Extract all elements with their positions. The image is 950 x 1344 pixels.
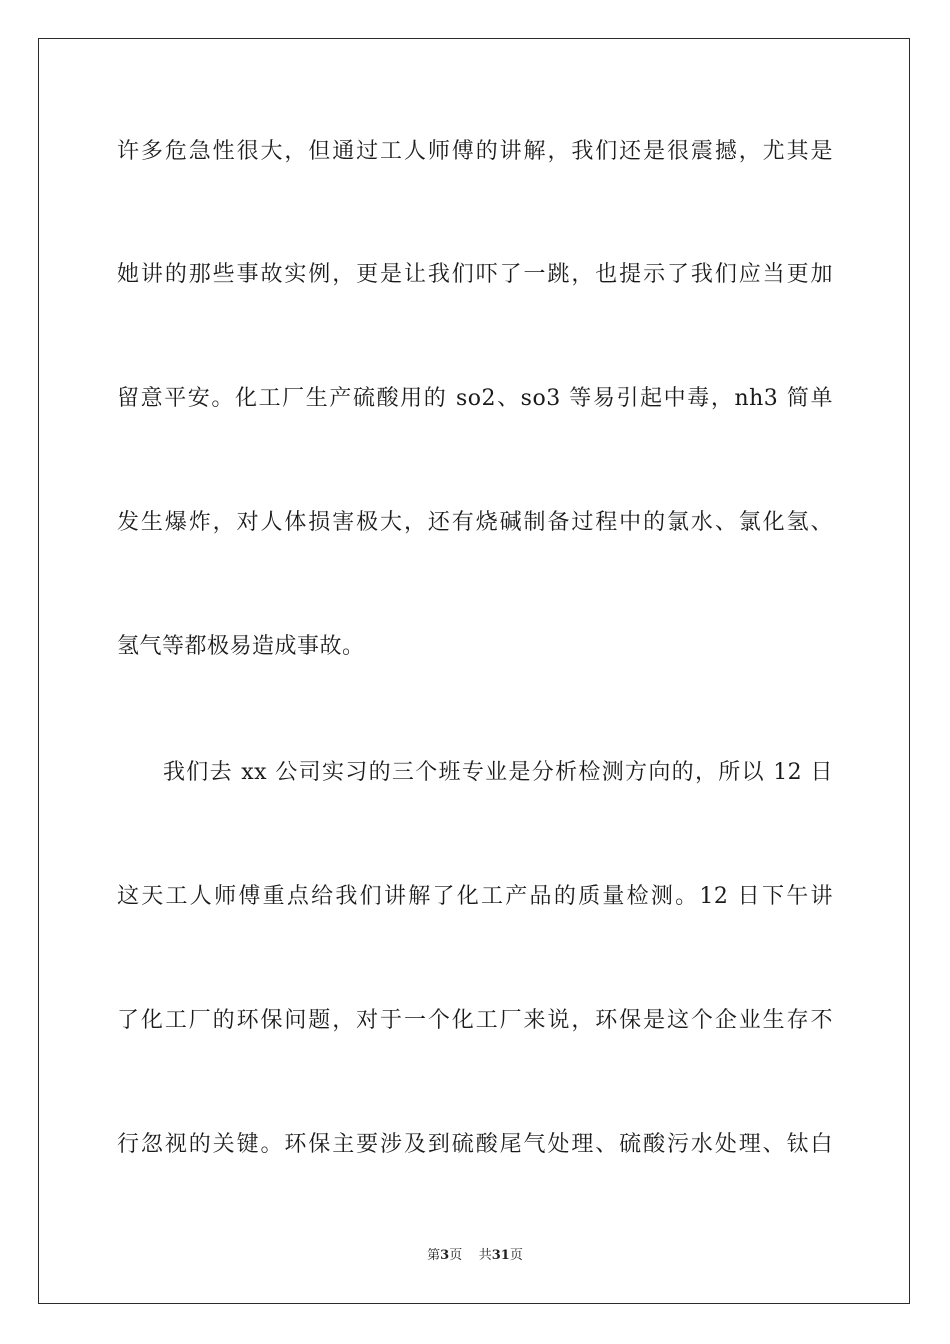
- footer-total-suffix: 页: [509, 1248, 523, 1263]
- paragraph-first-line: 我们去 xx 公司实习的三个班专业是分析检测方向的，所以 12 日: [163, 760, 833, 785]
- footer-page-suffix: 页: [449, 1248, 463, 1263]
- body-text-line: 行忽视的关键。环保主要涉及到硫酸尾气处理、硫酸污水处理、钛白: [117, 1132, 833, 1157]
- body-text-line: 氢气等都极易造成事故。: [117, 634, 365, 659]
- footer-page-number: 3: [440, 1248, 450, 1263]
- body-text-line: 了化工厂的环保问题，对于一个化工厂来说，环保是这个企业生存不: [117, 1008, 833, 1033]
- page-footer: [0, 1247, 950, 1265]
- body-text-line: 留意平安。化工厂生产硫酸用的 so2、so3 等易引起中毒，nh3 简单: [117, 386, 833, 411]
- footer-total-prefix: 共: [478, 1248, 492, 1263]
- body-text-line: 这天工人师傅重点给我们讲解了化工产品的质量检测。12 日下午讲: [117, 884, 833, 909]
- body-text-line: 发生爆炸，对人体损害极大，还有烧碱制备过程中的氯水、氯化氢、: [117, 510, 833, 535]
- page-border: [38, 38, 910, 1304]
- footer-page-prefix: 第: [427, 1248, 441, 1263]
- body-text-line: 许多危急性很大，但通过工人师傅的讲解，我们还是很震撼，尤其是: [117, 139, 833, 164]
- footer-total-pages: 31: [491, 1248, 510, 1263]
- body-text-line: 她讲的那些事故实例，更是让我们吓了一跳，也提示了我们应当更加: [117, 262, 833, 287]
